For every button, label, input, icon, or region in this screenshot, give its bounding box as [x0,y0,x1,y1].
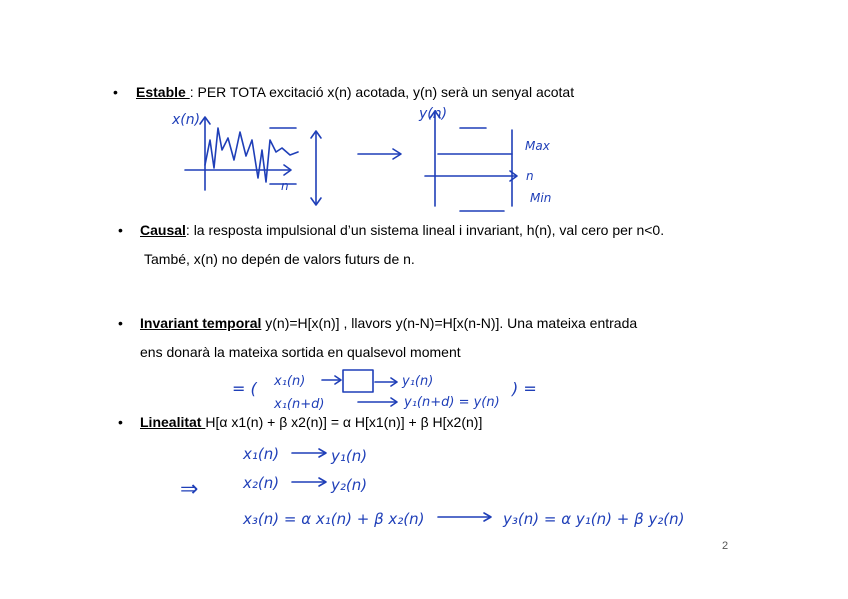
estable-sep: : [189,84,194,100]
lin-implies: ⇒ [180,477,199,502]
invariant-sketch [232,370,537,412]
lin-row3-y: y₃(n) = α y₁(n) + β y₂(n) [503,510,685,528]
min-label: Min [530,191,552,205]
invariant-text: y(n)=H[x(n)] , llavors y(n-N)=H[x(n-N)]. Una mateixa entrada [261,315,638,331]
invariant-term: Invariant temporal [140,315,262,331]
lin-row1-y: y₁(n) [331,447,368,465]
bullet-causal: • [118,222,123,238]
input-signal-curve [205,128,298,182]
input-n-label: n [281,179,289,193]
causal-line-2: També, x(n) no depén de valors futurs de n. [144,251,415,267]
bullet-invariant: • [118,315,123,331]
max-label: Max [525,139,550,153]
bullet-linealitat: • [118,414,123,430]
lin-row1-x: x₁(n) [243,445,280,463]
estable-term: Estable [136,84,190,100]
inv-xd: x₁(n+d) [274,397,325,412]
estable-text: PER TOTA excitació x(n) acotada, y(n) serà un senyal acotat [193,84,575,100]
inv-y1: y₁(n) [402,374,434,389]
causal-text: : la resposta impulsional d’un sistema lineal i invariant, h(n), val cero per n<0. [185,222,665,238]
lin-row2-x: x₂(n) [243,474,280,492]
stable-output-sketch [418,106,551,211]
causal-term: Causal [140,222,186,238]
lin-row2-y: y₂(n) [331,476,368,494]
invariant-line-2: ens donarà la mateixa sortida en qualsevol moment [140,344,461,360]
page-number: 2 [722,540,729,552]
stable-input-sketch [171,112,321,205]
linealitat-text: H[α x1(n) + β x2(n)] = α H[x1(n)] + β H[x2(n)] [205,414,483,430]
inv-system-box [343,370,373,392]
inv-eq-right: ) = [512,379,537,398]
inv-x1: x₁(n) [274,374,306,389]
inv-yd: y₁(n+d) = y(n) [404,395,500,410]
linear-sketch [180,445,685,528]
bullet-estable: • [113,84,118,100]
output-n-label: n [526,169,534,183]
inv-eq-left: = ( [232,379,257,398]
output-label: y(n) [419,106,448,122]
linealitat-term: Linealitat [140,414,206,430]
input-label: x(n) [172,112,201,128]
lin-row3-x: x₃(n) = α x₁(n) + β x₂(n) [243,510,425,528]
